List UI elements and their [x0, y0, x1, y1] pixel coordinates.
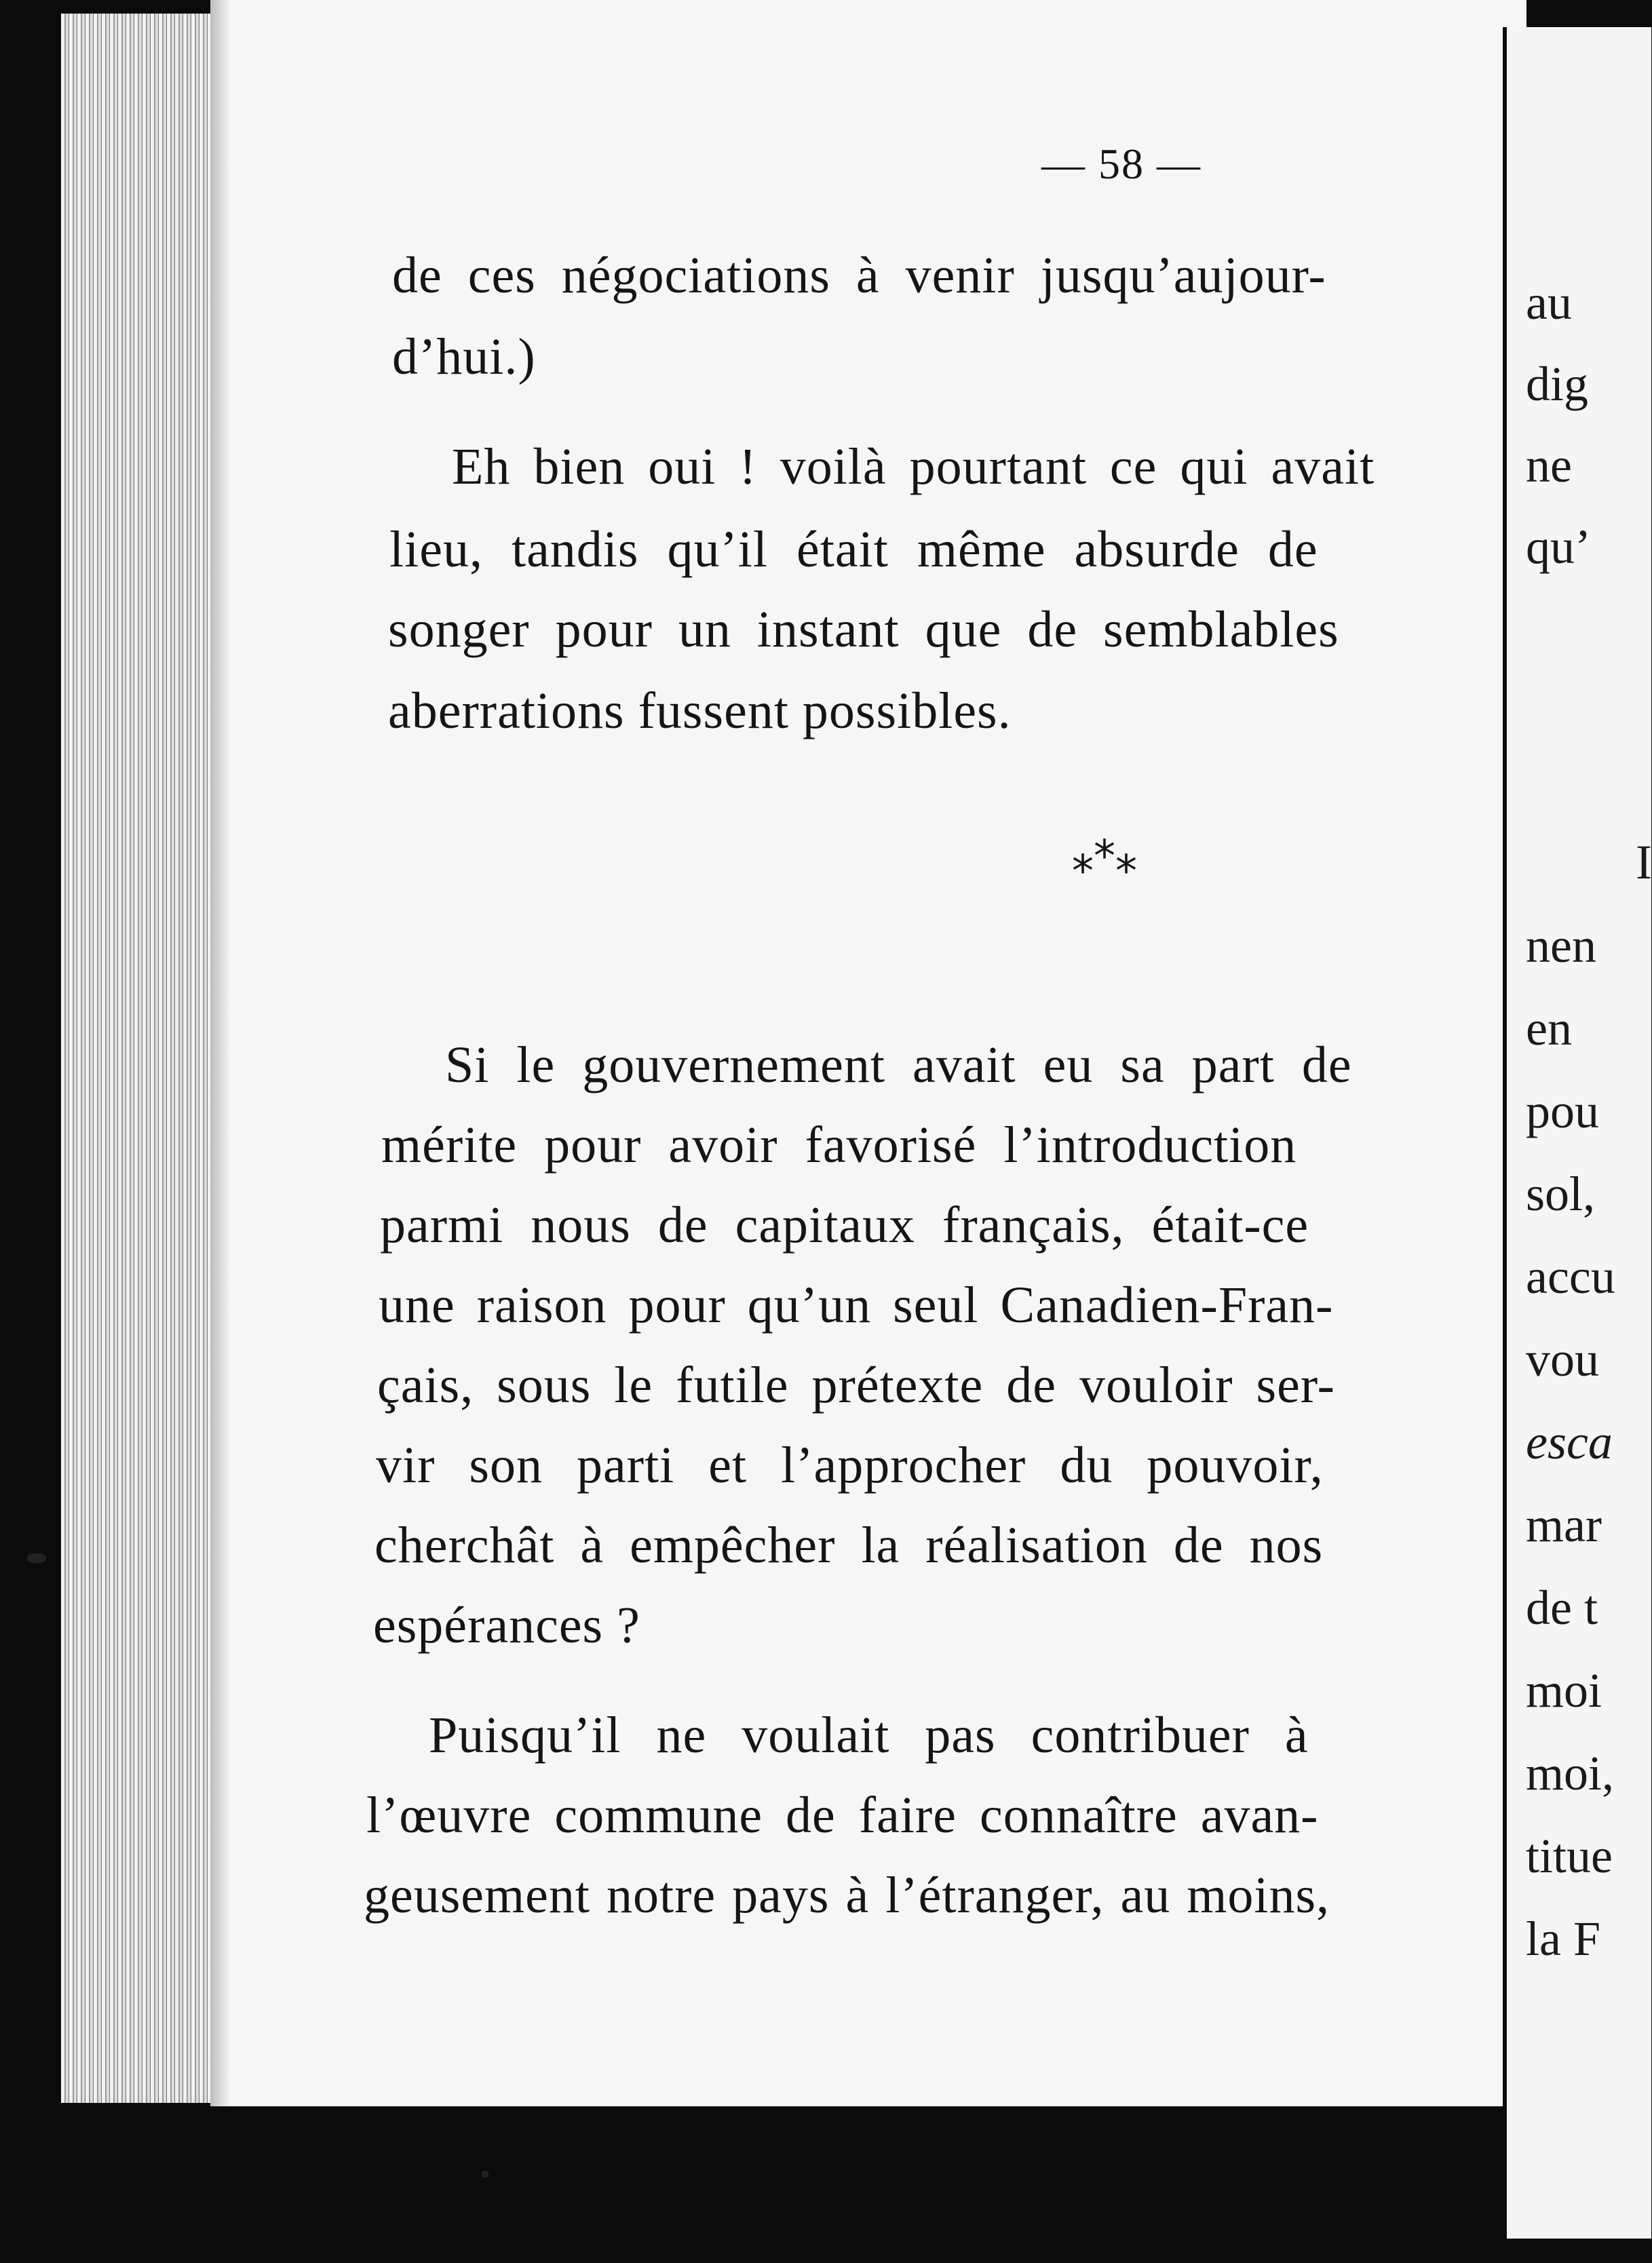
text-line: espérances ? [373, 1597, 640, 1654]
facing-text-fragment: vou [1526, 1332, 1599, 1387]
text-line: de ces négociations à venir jusqu’aujour- [392, 247, 1326, 304]
text-line: geusement notre pays à l’étranger, au moins, [364, 1867, 1330, 1924]
page-number: — 58 — [1041, 140, 1202, 188]
facing-text-fragment: titue [1526, 1829, 1613, 1883]
ink-speck [27, 1553, 46, 1563]
text-line: cherchât à empêcher la réalisation de nos [374, 1517, 1324, 1574]
text-line: Si le gouvernement avait eu sa part de [445, 1037, 1352, 1094]
facing-text-fragment: sol, [1526, 1167, 1596, 1221]
facing-text-fragment: pou [1526, 1084, 1599, 1138]
book-page-left [210, 0, 1526, 2106]
facing-text-fragment: I [1636, 835, 1652, 889]
facing-text-fragment: accu [1526, 1250, 1615, 1304]
text-line: une raison pour qu’un seul Canadien-Fran- [379, 1277, 1334, 1334]
text-line: d’hui.) [392, 328, 536, 385]
facing-text-fragment: nen [1526, 918, 1596, 973]
facing-text-fragment: mar [1526, 1498, 1602, 1552]
text-line: lieu, tandis qu’il était même absurde de [389, 521, 1318, 578]
facing-text-fragment: dig [1526, 357, 1589, 411]
text-line: parmi nous de capitaux français, était-ce [380, 1197, 1309, 1254]
facing-text-fragment: la F [1526, 1912, 1601, 1966]
text-line: songer pour un instant que de semblables [388, 601, 1339, 658]
facing-text-fragment: au [1526, 275, 1572, 330]
facing-text-fragment: ne [1526, 438, 1572, 492]
facing-text-fragment: de t [1526, 1581, 1598, 1635]
section-separator: *** [1072, 832, 1137, 897]
facing-text-fragment: moi, [1526, 1746, 1615, 1800]
text-line: aberrations fussent possibles. [388, 682, 1012, 739]
page-edges [61, 14, 224, 2103]
facing-text-fragment: esca [1526, 1415, 1613, 1469]
ink-speck [482, 2171, 488, 2178]
text-line: l’œuvre commune de faire connaître avan- [366, 1787, 1319, 1844]
facing-text-fragment: qu’ [1526, 520, 1591, 574]
text-line: vir son parti et l’approcher du pouvoir, [376, 1437, 1324, 1494]
gutter-shadow [210, 0, 231, 2106]
text-line: mérite pour avoir favorisé l’introduction [381, 1117, 1297, 1174]
book-page-right-fragment [1503, 27, 1651, 2239]
text-line: Puisqu’il ne voulait pas contribuer à [429, 1707, 1309, 1764]
text-line: çais, sous le futile prétexte de vouloir ser- [377, 1357, 1335, 1414]
facing-text-fragment: moi [1526, 1663, 1602, 1718]
text-line: Eh bien oui ! voilà pourtant ce qui avait [452, 438, 1375, 495]
facing-text-fragment: en [1526, 1001, 1572, 1056]
